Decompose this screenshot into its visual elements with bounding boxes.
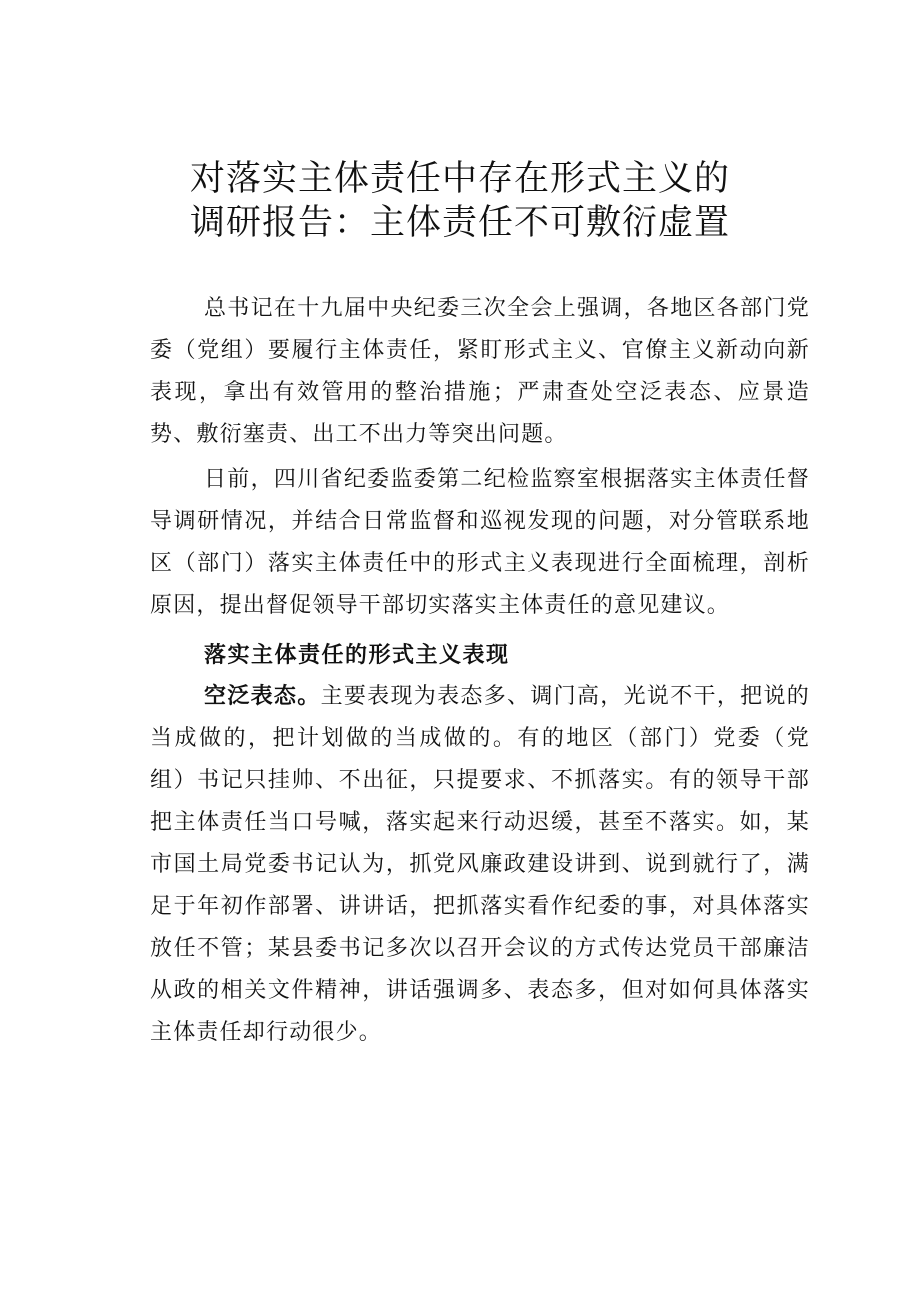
paragraph-3-body: 主要表现为表态多、调门高，光说不干，把说的当成做的，把计划做的当成做的。有的地区（部门）党委（党组）书记只挂帅、不出征，只提要求、不抓落实。有的领导干部把主体责任当口号喊，落实起来行动迟缓，甚至不落实。如，某市国土局党委书记认为，抓党风廉政建设讲到、说到就行了，满足于年初作部署、讲讲话，把抓落实看作纪委的事，对具体落实放任不管；某县委书记多次以召开会议的方式传达党员干部廉洁从政的相关文件精神，讲话强调多、表态多，但对如何具体落实主体责任却行动很少。	[150, 684, 810, 1045]
paragraph-3	[150, 675, 810, 1054]
paragraph-3-lead: 空泛表态。	[204, 683, 321, 709]
page-title-line-1: 对落实主体责任中存在形式主义的	[189, 159, 730, 199]
page-title-line-2: 调研报告：主体责任不可敷衍虚置	[189, 203, 730, 243]
paragraph-2: 日前，四川省纪委监委第二纪检监察室根据落实主体责任督导调研情况，并结合日常监督和巡视发现的问题，对分管联系地区（部门）落实主体责任中的形式主义表现进行全面梳理，剖析原因，提出督促领导干部切实落实主体责任的意见建议。	[150, 467, 810, 618]
paragraph-1: 总书记在十九届中央纪委三次全会上强调，各地区各部门党委（党组）要履行主体责任，紧盯形式主义、官僚主义新动向新表现，拿出有效管用的整治措施；严肃查处空泛表态、应景造势、敷衍塞责、出工不出力等突出问题。	[150, 296, 810, 447]
section-heading: 落实主体责任的形式主义表现	[204, 642, 510, 668]
